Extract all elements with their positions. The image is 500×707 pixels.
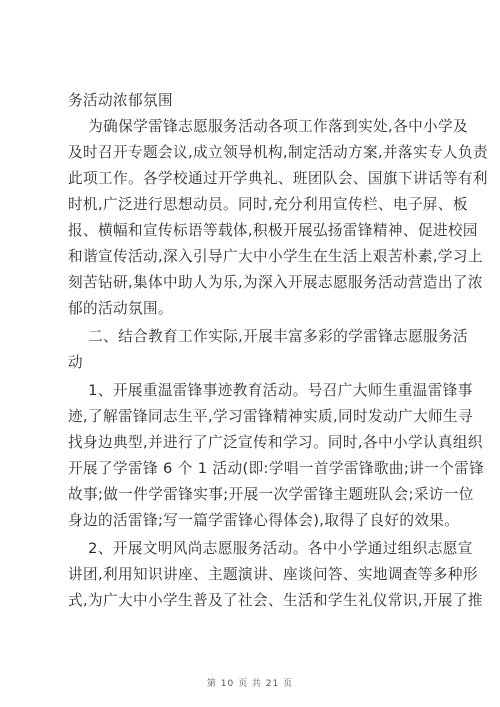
text-line: 和谐宣传活动,深入引导广大中小学生在生活上艰苦朴素,学习上 (68, 248, 483, 265)
text-line: 时机,广泛进行思想动员。同时,充分利用宣传栏、电子屏、板 (68, 196, 468, 213)
text-line: 为确保学雷锋志愿服务活动各项工作落到实处,各中小学及 (68, 118, 469, 135)
text-line: 故事;做一件学雷锋实事;开展一次学雷锋主题班队会;采访一位 (68, 486, 474, 503)
text-line: 开展了学雷锋 6 个 1 活动(即:学唱一首学雷锋歌曲;讲一个雷锋 (68, 460, 485, 477)
text-line: 报、横幅和宣传标语等载体,积极开展弘扬雷锋精神、促进校园 (68, 222, 478, 239)
text-line: 式,为广大中小学生普及了社会、生活和学生礼仪常识,开展了推 (68, 592, 483, 609)
section-heading-line: 动 (68, 354, 83, 371)
text-line: 身边的活雷锋;写一篇学雷锋心得体会),取得了良好的效果。 (68, 512, 460, 529)
document-body (68, 88, 488, 614)
text-line: 及时召开专题会议,成立领导机构,制定活动方案,并落实专人负责 (68, 144, 488, 161)
text-line: 此项工作。各学校通过开学典礼、班团队会、国旗下讲话等有利 (68, 170, 488, 187)
text-line: 郁的活动氛围。 (68, 300, 173, 317)
text-line: 2、开展文明风尚志愿服务活动。各中小学通过组织志愿宣 (68, 540, 473, 557)
text-line: 讲团,利用知识讲座、主题演讲、座谈问答、实地调查等多种形 (68, 566, 478, 583)
text-line: 找身边典型,并进行了广泛宣传和学习。同时,各中小学认真组织 (68, 434, 483, 451)
page-number-footer: 第 10 页 共 21 页 (206, 679, 294, 689)
section-heading-line: 二、结合教育工作实际,开展丰富多彩的学雷锋志愿服务活 (68, 328, 469, 345)
text-line: 刻苦钻研,集体中助人为乐,为深入开展志愿服务活动营造出了浓 (68, 274, 483, 291)
text-line: 迹,了解雷锋同志生平,学习雷锋精神实质,同时发动广大师生寻 (68, 408, 473, 425)
text-line: 1、开展重温雷锋事迹教育活动。号召广大师生重温雷锋事 (68, 382, 473, 399)
text-line: 务活动浓郁氛围 (68, 92, 173, 109)
